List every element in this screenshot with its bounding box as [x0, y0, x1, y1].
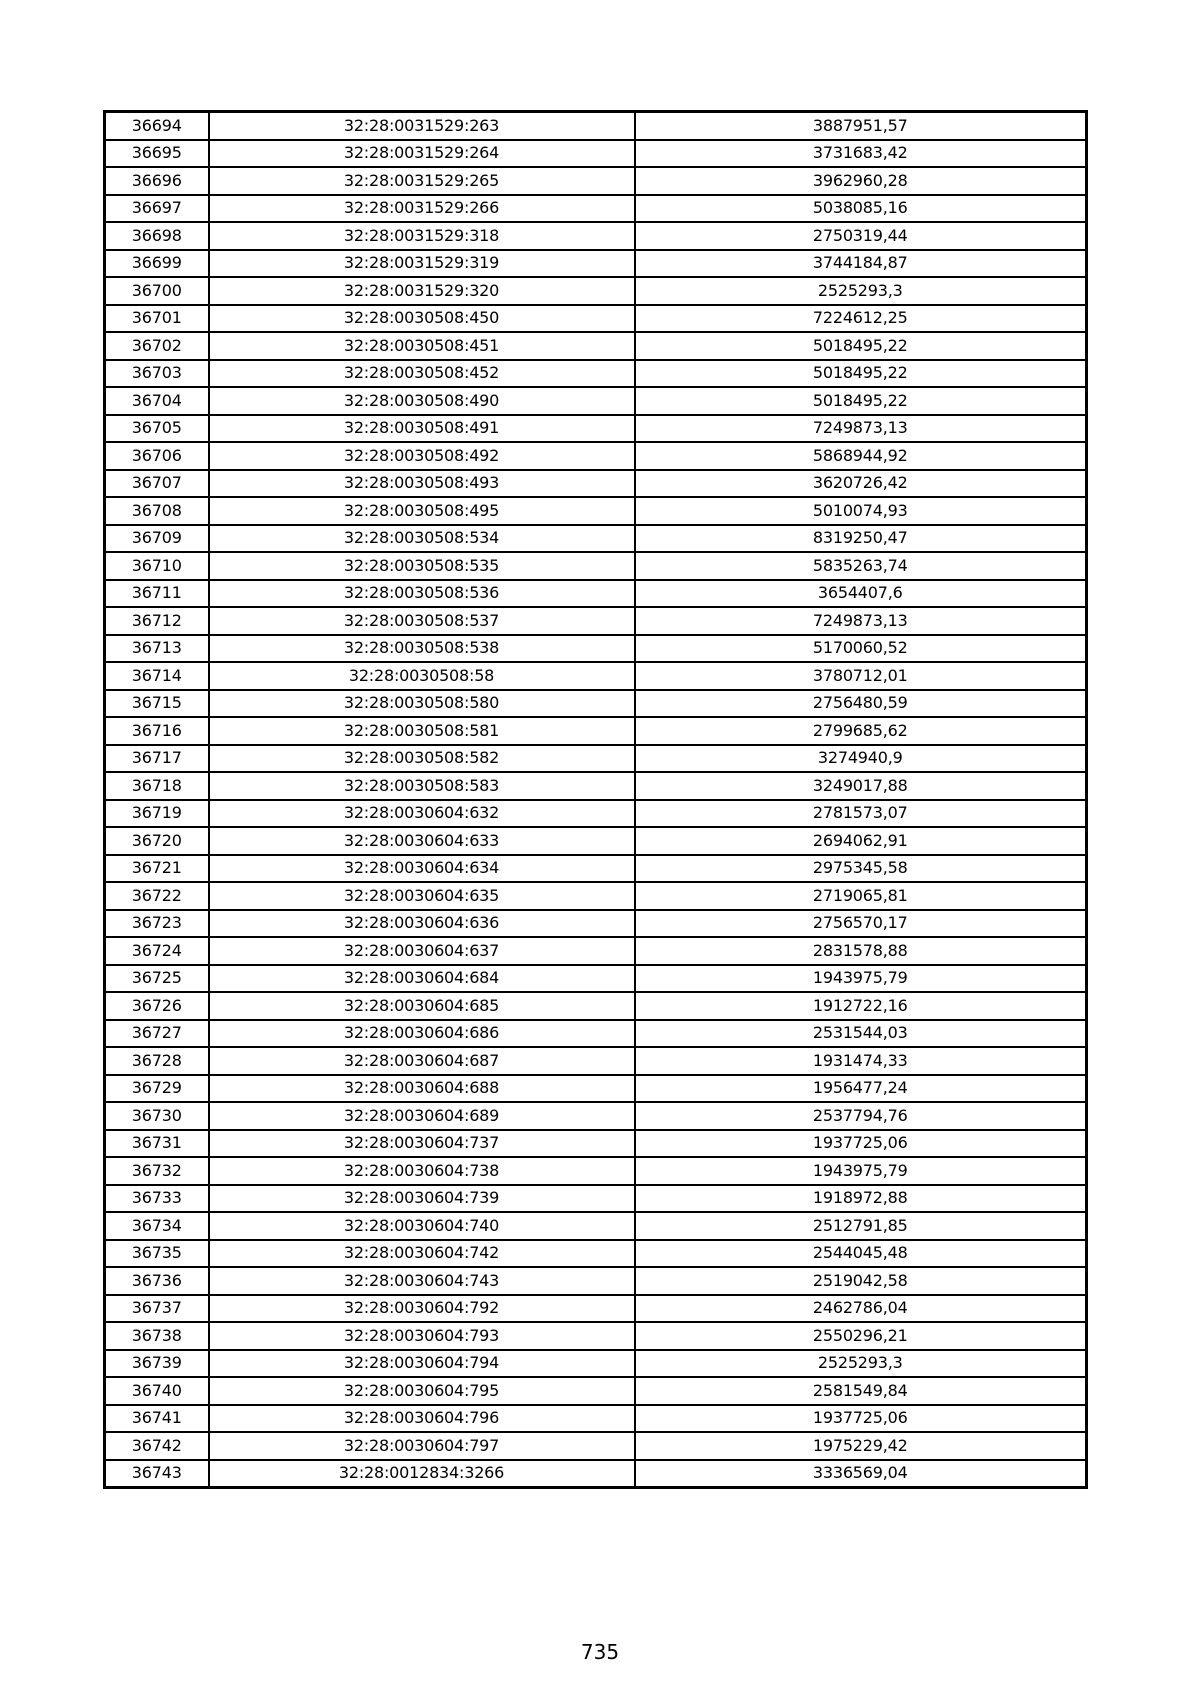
- cadastral-number-cell: 32:28:0030508:450: [209, 305, 635, 333]
- cadastral-number-cell: 32:28:0012834:3266: [209, 1460, 635, 1488]
- table-row: [105, 167, 1087, 195]
- row-number-cell: 36695: [105, 140, 209, 168]
- row-number-cell: 36714: [105, 662, 209, 690]
- row-number-cell: 36704: [105, 387, 209, 415]
- cadastral-number-cell: 32:28:0030604:637: [209, 937, 635, 965]
- cadastral-number-cell: 32:28:0030604:687: [209, 1047, 635, 1075]
- table-row: [105, 1020, 1087, 1048]
- value-cell: 5018495,22: [635, 332, 1087, 360]
- table-row: [105, 745, 1087, 773]
- cadastral-number-cell: 32:28:0030604:688: [209, 1075, 635, 1103]
- value-cell: 2525293,3: [635, 277, 1087, 305]
- row-number-cell: 36697: [105, 195, 209, 223]
- table-row: [105, 360, 1087, 388]
- cadastral-number-cell: 32:28:0030604:739: [209, 1185, 635, 1213]
- row-number-cell: 36733: [105, 1185, 209, 1213]
- value-cell: 3249017,88: [635, 772, 1087, 800]
- value-cell: 1956477,24: [635, 1075, 1087, 1103]
- row-number-cell: 36743: [105, 1460, 209, 1488]
- value-cell: 3731683,42: [635, 140, 1087, 168]
- cadastral-number-cell: 32:28:0030508:534: [209, 525, 635, 553]
- table-row: [105, 635, 1087, 663]
- table-row: [105, 195, 1087, 223]
- table-row: [105, 140, 1087, 168]
- row-number-cell: 36694: [105, 112, 209, 140]
- value-cell: 2544045,48: [635, 1240, 1087, 1268]
- row-number-cell: 36711: [105, 580, 209, 608]
- table-row: [105, 855, 1087, 883]
- table-row: [105, 580, 1087, 608]
- cadastral-number-cell: 32:28:0030508:490: [209, 387, 635, 415]
- value-cell: 3887951,57: [635, 112, 1087, 140]
- value-cell: 2975345,58: [635, 855, 1087, 883]
- table-row: [105, 1432, 1087, 1460]
- row-number-cell: 36701: [105, 305, 209, 333]
- table-row: [105, 827, 1087, 855]
- value-cell: 2512791,85: [635, 1212, 1087, 1240]
- table-row: [105, 882, 1087, 910]
- value-cell: 3780712,01: [635, 662, 1087, 690]
- row-number-cell: 36725: [105, 965, 209, 993]
- cadastral-number-cell: 32:28:0030604:738: [209, 1157, 635, 1185]
- row-number-cell: 36703: [105, 360, 209, 388]
- cadastral-number-cell: 32:28:0030508:493: [209, 470, 635, 498]
- row-number-cell: 36739: [105, 1350, 209, 1378]
- cadastral-number-cell: 32:28:0030508:535: [209, 552, 635, 580]
- cadastral-number-cell: 32:28:0030604:685: [209, 992, 635, 1020]
- value-cell: 5018495,22: [635, 360, 1087, 388]
- row-number-cell: 36717: [105, 745, 209, 773]
- value-cell: 2719065,81: [635, 882, 1087, 910]
- value-cell: 3274940,9: [635, 745, 1087, 773]
- value-cell: 5038085,16: [635, 195, 1087, 223]
- table-row: [105, 1460, 1087, 1488]
- table-row: [105, 1130, 1087, 1158]
- row-number-cell: 36727: [105, 1020, 209, 1048]
- cadastral-number-cell: 32:28:0031529:266: [209, 195, 635, 223]
- row-number-cell: 36731: [105, 1130, 209, 1158]
- cadastral-number-cell: 32:28:0030604:796: [209, 1405, 635, 1433]
- row-number-cell: 36741: [105, 1405, 209, 1433]
- cadastral-number-cell: 32:28:0031529:264: [209, 140, 635, 168]
- table-row: [105, 662, 1087, 690]
- table-row: [105, 497, 1087, 525]
- value-cell: 3654407,6: [635, 580, 1087, 608]
- value-cell: 7249873,13: [635, 415, 1087, 443]
- page-number: 735: [580, 1640, 620, 1664]
- table-row: [105, 910, 1087, 938]
- cadastral-number-cell: 32:28:0030604:742: [209, 1240, 635, 1268]
- value-cell: 5010074,93: [635, 497, 1087, 525]
- row-number-cell: 36705: [105, 415, 209, 443]
- row-number-cell: 36742: [105, 1432, 209, 1460]
- row-number-cell: 36736: [105, 1267, 209, 1295]
- row-number-cell: 36724: [105, 937, 209, 965]
- value-cell: 1943975,79: [635, 965, 1087, 993]
- value-cell: 2756570,17: [635, 910, 1087, 938]
- cadastral-number-cell: 32:28:0030604:794: [209, 1350, 635, 1378]
- value-cell: 2756480,59: [635, 690, 1087, 718]
- value-cell: 2531544,03: [635, 1020, 1087, 1048]
- row-number-cell: 36721: [105, 855, 209, 883]
- cadastral-number-cell: 32:28:0030508:536: [209, 580, 635, 608]
- cadastral-number-cell: 32:28:0030508:538: [209, 635, 635, 663]
- table-row: [105, 552, 1087, 580]
- value-cell: 2462786,04: [635, 1295, 1087, 1323]
- table-row: [105, 222, 1087, 250]
- cadastral-number-cell: 32:28:0030508:583: [209, 772, 635, 800]
- row-number-cell: 36726: [105, 992, 209, 1020]
- cadastral-number-cell: 32:28:0030508:58: [209, 662, 635, 690]
- row-number-cell: 36706: [105, 442, 209, 470]
- value-cell: 3336569,04: [635, 1460, 1087, 1488]
- table-row: [105, 250, 1087, 278]
- value-cell: 2781573,07: [635, 800, 1087, 828]
- value-cell: 2537794,76: [635, 1102, 1087, 1130]
- table-row: [105, 1157, 1087, 1185]
- table-row: [105, 1377, 1087, 1405]
- row-number-cell: 36735: [105, 1240, 209, 1268]
- row-number-cell: 36708: [105, 497, 209, 525]
- value-cell: 5170060,52: [635, 635, 1087, 663]
- table-row: [105, 442, 1087, 470]
- row-number-cell: 36710: [105, 552, 209, 580]
- table-row: [105, 772, 1087, 800]
- value-cell: 2750319,44: [635, 222, 1087, 250]
- value-cell: 2831578,88: [635, 937, 1087, 965]
- table-row: [105, 1267, 1087, 1295]
- row-number-cell: 36730: [105, 1102, 209, 1130]
- value-cell: 1937725,06: [635, 1130, 1087, 1158]
- value-cell: 1931474,33: [635, 1047, 1087, 1075]
- cadastral-number-cell: 32:28:0030604:797: [209, 1432, 635, 1460]
- row-number-cell: 36699: [105, 250, 209, 278]
- value-cell: 2694062,91: [635, 827, 1087, 855]
- value-cell: 2550296,21: [635, 1322, 1087, 1350]
- value-cell: 1912722,16: [635, 992, 1087, 1020]
- value-cell: 1918972,88: [635, 1185, 1087, 1213]
- value-cell: 5868944,92: [635, 442, 1087, 470]
- row-number-cell: 36709: [105, 525, 209, 553]
- value-cell: 1937725,06: [635, 1405, 1087, 1433]
- row-number-cell: 36738: [105, 1322, 209, 1350]
- registry-table-body: [105, 112, 1087, 1488]
- row-number-cell: 36715: [105, 690, 209, 718]
- table-row: [105, 1240, 1087, 1268]
- cadastral-number-cell: 32:28:0030508:582: [209, 745, 635, 773]
- value-cell: 3620726,42: [635, 470, 1087, 498]
- table-row: [105, 1295, 1087, 1323]
- table-row: [105, 387, 1087, 415]
- table-row: [105, 1102, 1087, 1130]
- cadastral-number-cell: 32:28:0031529:318: [209, 222, 635, 250]
- cadastral-number-cell: 32:28:0030508:580: [209, 690, 635, 718]
- value-cell: 7249873,13: [635, 607, 1087, 635]
- table-row: [105, 1047, 1087, 1075]
- cadastral-number-cell: 32:28:0030604:689: [209, 1102, 635, 1130]
- row-number-cell: 36707: [105, 470, 209, 498]
- row-number-cell: 36723: [105, 910, 209, 938]
- cadastral-number-cell: 32:28:0030604:635: [209, 882, 635, 910]
- table-row: [105, 525, 1087, 553]
- row-number-cell: 36712: [105, 607, 209, 635]
- cadastral-number-cell: 32:28:0030604:686: [209, 1020, 635, 1048]
- cadastral-number-cell: 32:28:0031529:263: [209, 112, 635, 140]
- value-cell: 2525293,3: [635, 1350, 1087, 1378]
- table-row: [105, 277, 1087, 305]
- table-row: [105, 305, 1087, 333]
- registry-table: [103, 110, 1088, 1489]
- row-number-cell: 36734: [105, 1212, 209, 1240]
- cadastral-number-cell: 32:28:0030508:492: [209, 442, 635, 470]
- row-number-cell: 36728: [105, 1047, 209, 1075]
- cadastral-number-cell: 32:28:0030604:684: [209, 965, 635, 993]
- cadastral-number-cell: 32:28:0030508:537: [209, 607, 635, 635]
- value-cell: 5835263,74: [635, 552, 1087, 580]
- cadastral-number-cell: 32:28:0030604:743: [209, 1267, 635, 1295]
- table-row: [105, 470, 1087, 498]
- table-row: [105, 717, 1087, 745]
- row-number-cell: 36720: [105, 827, 209, 855]
- table-row: [105, 1185, 1087, 1213]
- row-number-cell: 36698: [105, 222, 209, 250]
- cadastral-number-cell: 32:28:0030604:632: [209, 800, 635, 828]
- row-number-cell: 36700: [105, 277, 209, 305]
- row-number-cell: 36732: [105, 1157, 209, 1185]
- cadastral-number-cell: 32:28:0031529:265: [209, 167, 635, 195]
- table-row: [105, 800, 1087, 828]
- table-row: [105, 690, 1087, 718]
- row-number-cell: 36716: [105, 717, 209, 745]
- table-row: [105, 937, 1087, 965]
- cadastral-number-cell: 32:28:0030604:636: [209, 910, 635, 938]
- value-cell: 3962960,28: [635, 167, 1087, 195]
- cadastral-number-cell: 32:28:0030604:795: [209, 1377, 635, 1405]
- value-cell: 3744184,87: [635, 250, 1087, 278]
- row-number-cell: 36702: [105, 332, 209, 360]
- cadastral-number-cell: 32:28:0031529:320: [209, 277, 635, 305]
- cadastral-number-cell: 32:28:0030604:633: [209, 827, 635, 855]
- row-number-cell: 36713: [105, 635, 209, 663]
- cadastral-number-cell: 32:28:0030508:495: [209, 497, 635, 525]
- value-cell: 2581549,84: [635, 1377, 1087, 1405]
- table-row: [105, 992, 1087, 1020]
- table-row: [105, 965, 1087, 993]
- cadastral-number-cell: 32:28:0030604:740: [209, 1212, 635, 1240]
- cadastral-number-cell: 32:28:0030604:792: [209, 1295, 635, 1323]
- table-row: [105, 1405, 1087, 1433]
- table-row: [105, 112, 1087, 140]
- row-number-cell: 36722: [105, 882, 209, 910]
- cadastral-number-cell: 32:28:0030508:491: [209, 415, 635, 443]
- cadastral-number-cell: 32:28:0030508:581: [209, 717, 635, 745]
- cadastral-number-cell: 32:28:0030604:737: [209, 1130, 635, 1158]
- cadastral-number-cell: 32:28:0030604:634: [209, 855, 635, 883]
- value-cell: 1943975,79: [635, 1157, 1087, 1185]
- table-row: [105, 607, 1087, 635]
- value-cell: 7224612,25: [635, 305, 1087, 333]
- cadastral-number-cell: 32:28:0031529:319: [209, 250, 635, 278]
- cadastral-number-cell: 32:28:0030604:793: [209, 1322, 635, 1350]
- table-row: [105, 332, 1087, 360]
- table-row: [105, 1212, 1087, 1240]
- cadastral-number-cell: 32:28:0030508:451: [209, 332, 635, 360]
- value-cell: 2799685,62: [635, 717, 1087, 745]
- row-number-cell: 36719: [105, 800, 209, 828]
- value-cell: 2519042,58: [635, 1267, 1087, 1295]
- table-row: [105, 1075, 1087, 1103]
- table-row: [105, 415, 1087, 443]
- row-number-cell: 36696: [105, 167, 209, 195]
- row-number-cell: 36740: [105, 1377, 209, 1405]
- row-number-cell: 36737: [105, 1295, 209, 1323]
- cadastral-number-cell: 32:28:0030508:452: [209, 360, 635, 388]
- row-number-cell: 36718: [105, 772, 209, 800]
- value-cell: 5018495,22: [635, 387, 1087, 415]
- value-cell: 8319250,47: [635, 525, 1087, 553]
- value-cell: 1975229,42: [635, 1432, 1087, 1460]
- table-row: [105, 1322, 1087, 1350]
- table-row: [105, 1350, 1087, 1378]
- row-number-cell: 36729: [105, 1075, 209, 1103]
